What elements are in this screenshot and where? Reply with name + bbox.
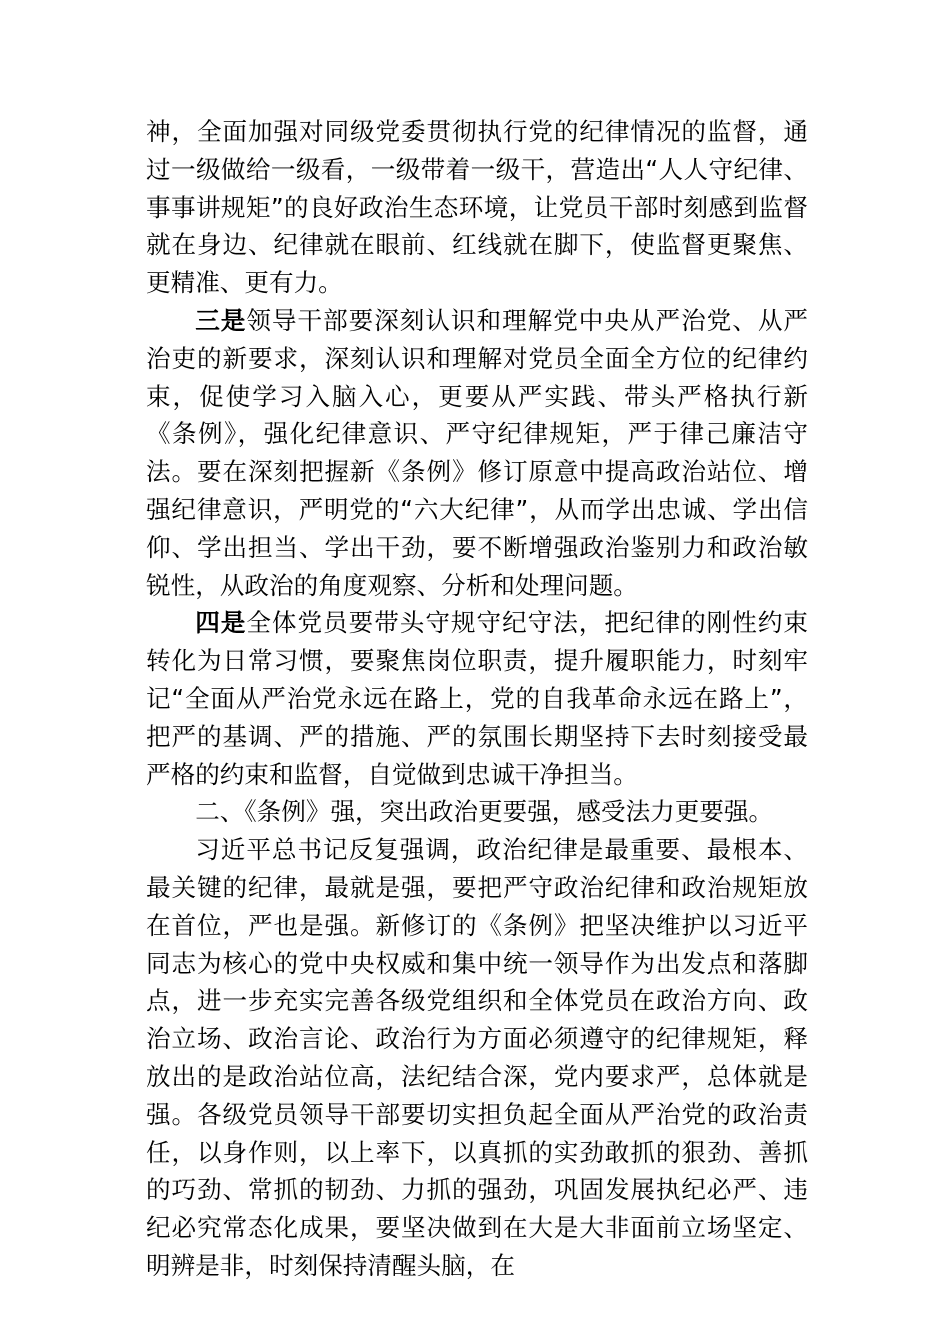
- body-paragraph: [146, 113, 808, 302]
- section-heading: [146, 793, 808, 831]
- paragraph-lead: 三是: [195, 305, 247, 335]
- section-heading-text: 二、《条例》强，突出政治更要强，感受法力更要强。: [195, 797, 774, 827]
- body-paragraph: [146, 302, 808, 604]
- paragraph-text: 全体党员要带头守规守纪守法，把纪律的刚性约束转化为日常习惯，要聚焦岗位职责，提升履职能力，时刻牢记“全面从严治党永远在路上，党的自我革命永远在路上”，把严的基调、严的措施、严的氛围长期坚持下去时刻接受最严格的约束和监督，自觉做到忠诚干净担当。: [146, 608, 808, 789]
- body-paragraph: [146, 831, 808, 1285]
- document-page: [146, 113, 808, 1285]
- paragraph-text: 习近平总书记反复强调，政治纪律是最重要、最根本、最关键的纪律，最就是强，要把严守政治纪律和政治规矩放在首位，严也是强。新修订的《条例》把坚决维护以习近平同志为核心的党中央权威和集中统一领导作为出发点和落脚点，进一步充实完善各级党组织和全体党员在政治方向、政治立场、政治言论、政治行为方面必须遵守的纪律规矩，释放出的是政治站位高，法纪结合深，党内要求严，总体就是强。各级党员领导干部要切实担负起全面从严治党的政治责任，以身作则，以上率下，以真抓的实劲敢抓的狠劲、善抓的巧劲、常抓的韧劲、力抓的强劲，巩固发展执纪必严、违纪必究常态化成果，要坚决做到在大是大非面前立场坚定、明辨是非，时刻保持清醒头脑，在: [146, 835, 808, 1280]
- paragraph-text: 领导干部要深刻认识和理解党中央从严治党、从严治吏的新要求，深刻认识和理解对党员全面全方位的纪律约束，促使学习入脑入心，更要从严实践、带头严格执行新《条例》，强化纪律意识、严守纪律规矩，严于律己廉洁守法。要在深刻把握新《条例》修订原意中提高政治站位、增强纪律意识，严明党的“六大纪律”，从而学出忠诚、学出信仰、学出担当、学出干劲，要不断增强政治鉴别力和政治敏锐性，从政治的角度观察、分析和处理问题。: [146, 305, 808, 600]
- body-paragraph: [146, 604, 808, 793]
- paragraph-lead: 四是: [195, 608, 247, 638]
- paragraph-text: 神，全面加强对同级党委贯彻执行党的纪律情况的监督，通过一级做给一级看，一级带着一级干，营造出“人人守纪律、事事讲规矩”的良好政治生态环境，让党员干部时刻感到监督就在身边、纪律就在眼前、红线就在脚下，使监督更聚焦、更精准、更有力。: [146, 117, 808, 298]
